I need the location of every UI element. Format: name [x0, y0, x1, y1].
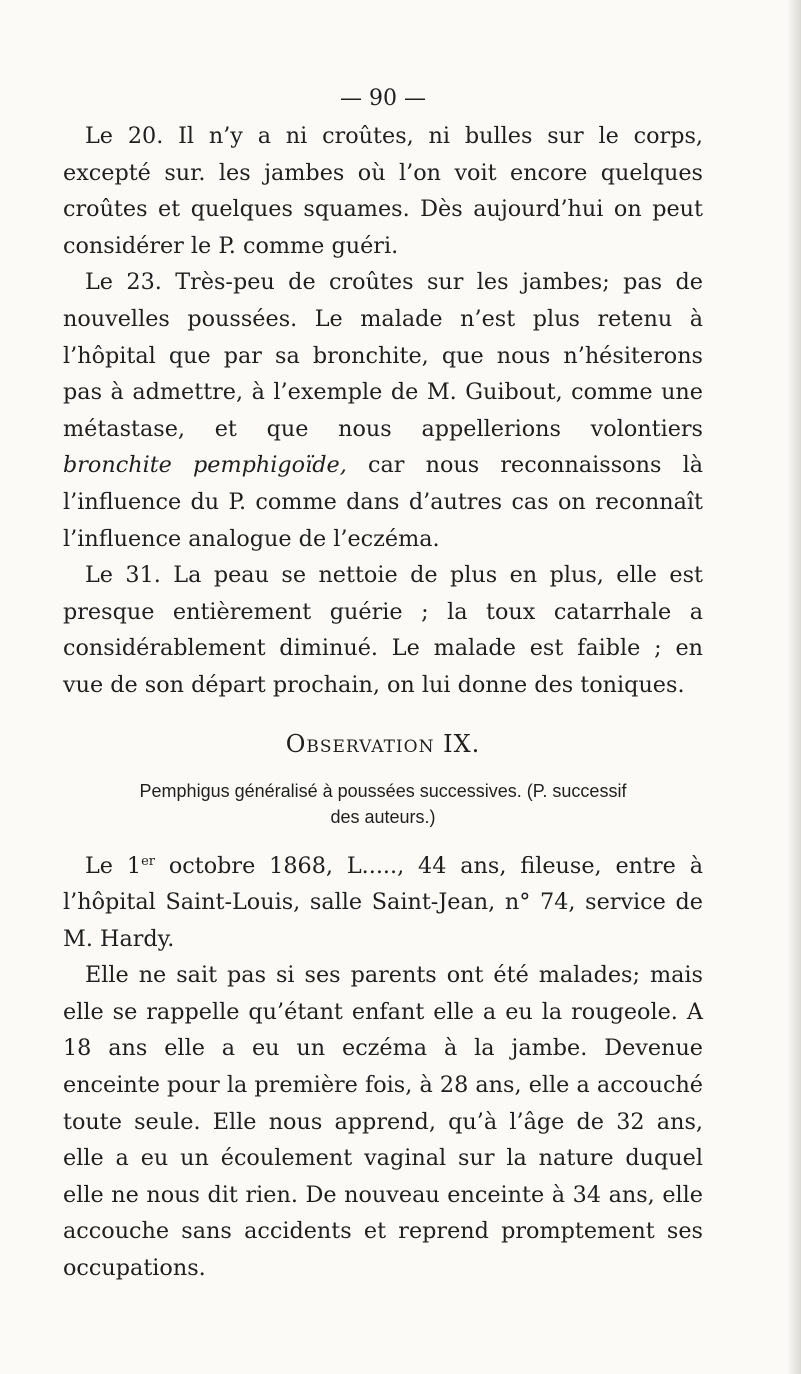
observation-subtitle [63, 778, 703, 830]
text-block [63, 84, 703, 1287]
paragraph-day-20: Le 20. Il n’y a ni croûtes, ni bulles sur le corps, excepté sur. les jambes où l’on voit encore quelques croûtes et quelques squames. Dès aujourd’hui on peut considérer le P. comme guéri. [63, 123, 703, 259]
observation-subtitle-line-1: Pemphigus généralisé à poussées successives. (P. successif [139, 780, 627, 801]
paragraph-day-23-text-a: Le 23. Très-peu de croûtes sur les jambes; pas de nouvelles poussées. Le malade n’est plus retenu à l’hôpital que par sa bronchite, que nous n’hésiterons pas à admettre, à l’exemple de M. Guibout, comme une métastase, et que nous appellerions volontiers [63, 269, 703, 442]
paragraph-admission-text-b: octobre 1868, L....., 44 ans, fileuse, entre à l’hôpital Saint-Louis, salle Saint-Jean, n° 74, service de M. Hardy. [63, 852, 703, 952]
paragraph-day-31: Le 31. La peau se nettoie de plus en plus, elle est presque entièrement guérie ; la toux catarrhale a considérablement diminué. Le malade est faible ; en vue de son départ prochain, on lui donne des toniques. [63, 562, 703, 698]
paragraph-day-23 [63, 264, 703, 557]
observation-subtitle-line-2: des auteurs.) [330, 806, 436, 827]
paragraph-history: Elle ne sait pas si ses parents ont été malades; mais elle se rappelle qu’étant enfant elle a eu la rougeole. A 18 ans elle a eu un eczéma à la jambe. Devenue enceinte pour la première fois, à 28 ans, elle a accouché toute seule. Elle nous apprend, qu’à l’âge de 32 ans, elle a eu un écoulement vaginal sur la nature duquel elle ne nous dit rien. De nouveau enceinte à 34 ans, elle accouche sans accidents et reprend promptement ses occupations. [63, 962, 703, 1282]
paragraph-day-23-italic: bronchite pemphigoïde, [63, 452, 347, 479]
paragraph-admission-text-a: Le 1 [85, 852, 142, 879]
page-edge-shadow [787, 0, 801, 1374]
paragraph-admission [63, 848, 703, 958]
observation-heading: Observation IX. [285, 729, 481, 758]
page-number: — 90 — [340, 86, 426, 111]
paragraph-day-23-text-b: car nous reconnaissons là l’influence du P. comme dans d’autres cas on reconnaît l’influence analogue de l’eczéma. [63, 452, 703, 552]
ordinal-superscript: er [141, 853, 155, 869]
